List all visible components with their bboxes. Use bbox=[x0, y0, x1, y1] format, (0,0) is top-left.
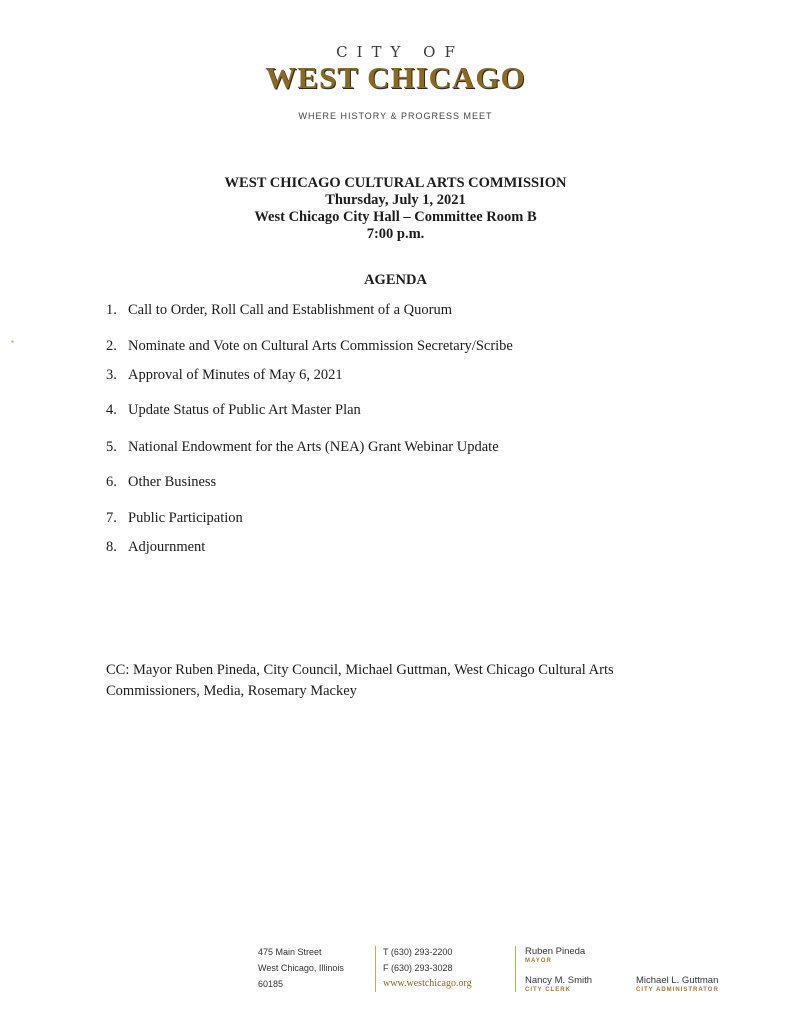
meeting-location: West Chicago City Hall – Committee Room B bbox=[254, 209, 537, 225]
cc-distribution: CC: Mayor Ruben Pineda, City Council, Michael Guttman, West Chicago Cultural Arts Commissioners, Media, Rosemary Mackey bbox=[106, 662, 614, 699]
commission-name: WEST CHICAGO CULTURAL ARTS COMMISSION bbox=[224, 175, 567, 191]
administrator-title: CITY ADMINISTRATOR bbox=[636, 987, 719, 993]
footer bbox=[0, 944, 791, 1004]
agenda-item-number: 4. bbox=[106, 402, 117, 418]
mayor-name: Ruben Pineda bbox=[525, 946, 586, 957]
meeting-time: 7:00 p.m. bbox=[366, 226, 425, 242]
meeting-date: Thursday, July 1, 2021 bbox=[325, 192, 466, 208]
agenda-item-number: 7. bbox=[106, 510, 117, 526]
agenda-item-number: 5. bbox=[106, 439, 117, 455]
agenda-item-text: Nominate and Vote on Cultural Arts Commission Secretary/Scribe bbox=[128, 338, 513, 354]
administrator-name: Michael L. Guttman bbox=[636, 975, 719, 986]
mayor-title: MAYOR bbox=[525, 958, 552, 964]
fax-number: F (630) 293-3028 bbox=[383, 963, 453, 973]
letterhead-tagline: WHERE HISTORY & PROGRESS MEET bbox=[298, 111, 493, 121]
clerk-name: Nancy M. Smith bbox=[525, 975, 593, 986]
agenda-item-text: Call to Order, Roll Call and Establishment of a Quorum bbox=[128, 302, 453, 318]
agenda-item-text: Adjournment bbox=[128, 539, 206, 555]
agenda-item bbox=[106, 539, 205, 556]
footer-address bbox=[258, 944, 344, 992]
agenda-item-text: Public Participation bbox=[128, 510, 243, 526]
agenda-item bbox=[106, 338, 513, 355]
footer-divider bbox=[375, 946, 376, 992]
phone-number: T (630) 293-2200 bbox=[383, 947, 453, 957]
agenda-item-text: Other Business bbox=[128, 474, 217, 490]
agenda-item bbox=[106, 367, 343, 384]
agenda-item-number: 6. bbox=[106, 474, 117, 490]
agenda-item-number: 1. bbox=[106, 302, 117, 318]
letterhead-city-name: WEST CHICAGO bbox=[265, 60, 526, 95]
agenda-item-text: National Endowment for the Arts (NEA) Grant Webinar Update bbox=[128, 439, 499, 455]
footer-clerk bbox=[525, 975, 592, 994]
agenda-item-number: 2. bbox=[106, 338, 117, 354]
website-link[interactable]: www.westchicago.org bbox=[383, 978, 472, 989]
agenda-item-number: 3. bbox=[106, 367, 117, 383]
address-street: 475 Main Street bbox=[258, 947, 322, 957]
scan-speck-icon: ▪ bbox=[11, 337, 14, 346]
agenda-item bbox=[106, 510, 243, 527]
letterhead-city-of: CITY OF bbox=[336, 43, 464, 61]
agenda-item-text: Approval of Minutes of May 6, 2021 bbox=[128, 367, 343, 383]
agenda-item bbox=[106, 439, 499, 456]
agenda-title: AGENDA bbox=[364, 272, 427, 288]
footer-administrator bbox=[636, 975, 719, 994]
footer-mayor bbox=[525, 946, 585, 965]
letterhead bbox=[0, 44, 791, 121]
agenda-item bbox=[106, 402, 361, 419]
meeting-heading bbox=[0, 175, 791, 243]
agenda-item-text: Update Status of Public Art Master Plan bbox=[128, 402, 361, 418]
agenda-item bbox=[106, 302, 452, 319]
agenda-item bbox=[106, 474, 216, 491]
clerk-title: CITY CLERK bbox=[525, 987, 571, 993]
address-city: West Chicago, Illinois bbox=[258, 963, 344, 973]
agenda-item-number: 8. bbox=[106, 539, 117, 555]
footer-divider bbox=[515, 946, 516, 992]
footer-contact bbox=[383, 944, 472, 992]
address-zip: 60185 bbox=[258, 979, 284, 989]
